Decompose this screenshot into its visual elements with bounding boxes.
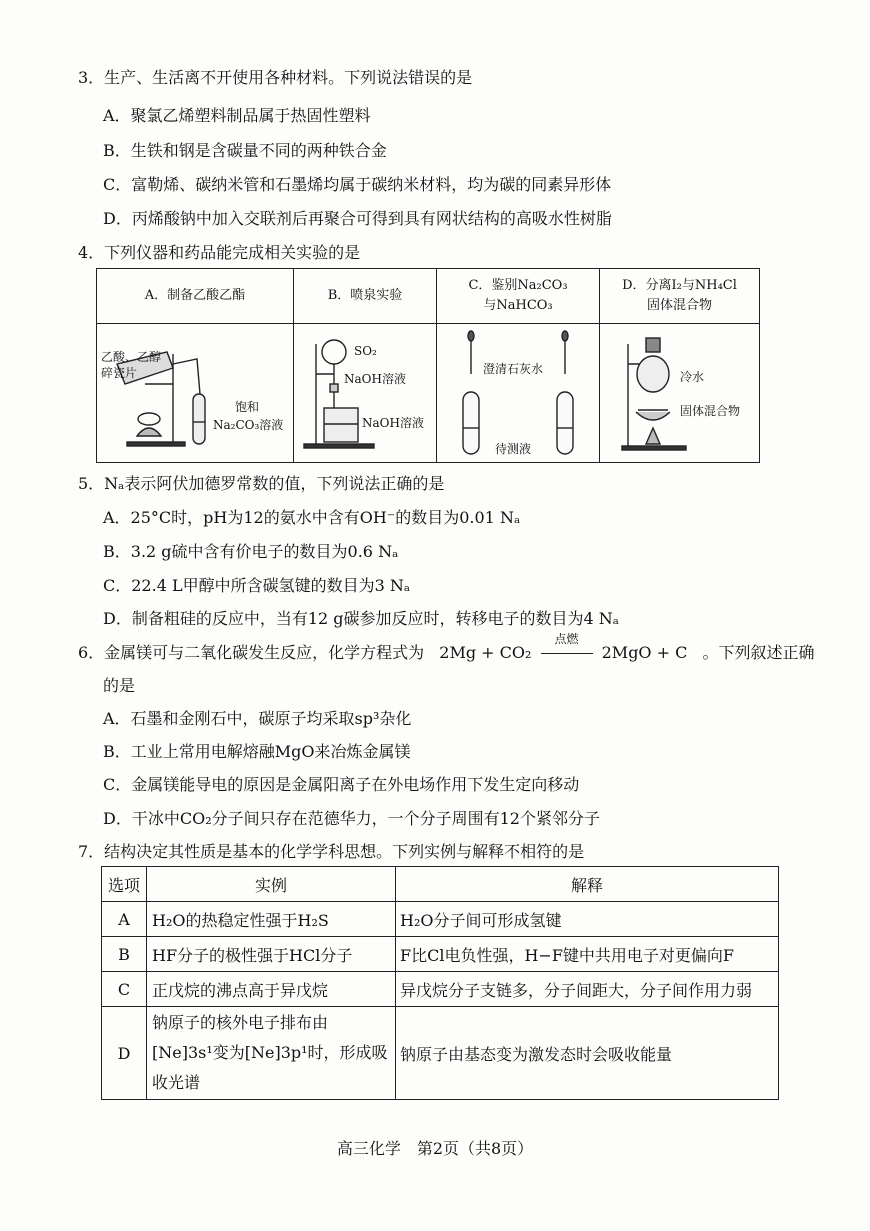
q5-option-d: D．制备粗硅的反应中，当有12 g碳参加反应时，转移电子的数目为4 Nₐ (103, 609, 619, 628)
label-na2co3-solution: Na₂CO₃溶液 (213, 418, 284, 432)
q4-stem: 4．下列仪器和药品能完成相关实验的是 (78, 243, 361, 262)
q6-stem-continued: 的是 (103, 676, 136, 695)
q4-header-d: D．分离I₂与NH₄Cl固体混合物 (600, 269, 760, 324)
q4-header-c: C．鉴别Na₂CO₃与NaHCO₃ (437, 269, 600, 324)
q3-option-c: C．富勒烯、碳纳米管和石墨烯均属于碳纳米材料，均为碳的同素异形体 (103, 175, 612, 194)
q4-header-a: A．制备乙酸乙酯 (97, 269, 294, 324)
q7-header-example: 实例 (147, 867, 396, 902)
q6-option-d: D．干冰中CO₂分子间只存在范德华力，一个分子周围有12个紧邻分子 (103, 809, 600, 828)
q7-stem: 7．结构决定其性质是基本的化学学科思想。下列实例与解释不相符的是 (78, 842, 585, 861)
q6-stem-part-b: 。下列叙述正确 (702, 643, 815, 662)
q6-option-a: A．石墨和金刚石中，碳原子均采取sp³杂化 (103, 709, 412, 728)
q6-option-b: B．工业上常用电解熔融MgO来冶炼金属镁 (103, 742, 411, 761)
table-row (102, 972, 779, 1007)
ester-apparatus-drawing (97, 324, 293, 462)
q4-figure-c (437, 324, 600, 463)
q5-option-b: B．3.2 g硫中含有价电子的数目为0.6 Nₐ (103, 542, 399, 561)
q6-equation-right: 2MgO + C (601, 643, 688, 662)
q6-equation-arrow (537, 632, 597, 663)
label-so2: SO₂ (354, 344, 377, 358)
q3-option-b: B．生铁和钢是含碳量不同的两种铁合金 (103, 141, 387, 160)
q7-row-d-line2: [Ne]3s¹变为[Ne]3p¹时，形成吸 (152, 1043, 388, 1062)
q7-row-option: A (102, 902, 147, 937)
label-saturated: 饱和 (235, 400, 260, 414)
label-limewater: 澄清石灰水 (483, 362, 544, 376)
q5-option-a: A．25°C时，pH为12的氨水中含有OH⁻的数目为0.01 Nₐ (103, 508, 521, 527)
label-naoh-beaker: NaOH溶液 (362, 416, 424, 430)
label-solid-mixture: 固体混合物 (680, 404, 741, 418)
q6-option-c: C．金属镁能导电的原因是金属阳离子在外电场作用下发生定向移动 (103, 775, 580, 794)
q6-equation-condition: 点燃 (554, 632, 579, 646)
q7-row-d-line3: 收光谱 (152, 1073, 201, 1092)
q7-row-explanation: H₂O分子间可形成氢键 (396, 902, 779, 937)
q6-stem-part-a: 6．金属镁可与二氧化碳发生反应，化学方程式为 (78, 643, 425, 662)
label-cold-water: 冷水 (680, 370, 705, 384)
q7-row-example: HF分子的极性强于HCl分子 (147, 937, 396, 972)
label-naoh-dropper: NaOH溶液 (344, 372, 406, 386)
label-porcelain-chips: 碎瓷片 (101, 366, 138, 380)
table-row (102, 937, 779, 972)
q7-row-example: 正戊烷的沸点高于异戊烷 (147, 972, 396, 1007)
q7-row-explanation: 异戊烷分子支链多，分子间距大，分子间作用力弱 (396, 972, 779, 1007)
q7-header-option: 选项 (102, 867, 147, 902)
q4-figure-a (97, 324, 294, 463)
q5-stem: 5．Nₐ表示阿伏加德罗常数的值，下列说法正确的是 (78, 474, 445, 493)
table-row (102, 902, 779, 937)
label-test-liquid: 待测液 (495, 442, 532, 456)
q4-figure-d (600, 324, 760, 463)
q7-row-option: B (102, 937, 147, 972)
q7-header-explanation: 解释 (396, 867, 779, 902)
page-footer: 高三化学 第2页（共8页） (336, 1139, 534, 1158)
q6-stem (78, 632, 815, 663)
q7-row-example: H₂O的热稳定性强于H₂S (147, 902, 396, 937)
sublimation-apparatus-drawing (600, 324, 764, 462)
q7-row-option: D (102, 1007, 147, 1100)
q3-option-d: D．丙烯酸钠中加入交联剂后再聚合可得到具有网状结构的高吸水性树脂 (103, 209, 612, 228)
q7-row-example (147, 1007, 396, 1100)
q7-table (101, 866, 779, 1100)
label-acetic-ethanol: 乙酸、乙醇 (101, 350, 162, 364)
q4-figure-b (294, 324, 437, 463)
q5-option-c: C．22.4 L甲醇中所含碳氢键的数目为3 Nₐ (103, 576, 411, 595)
q4-header-b: B．喷泉实验 (294, 269, 437, 324)
q7-row-explanation: 钠原子由基态变为激发态时会吸收能量 (396, 1007, 779, 1100)
q3-stem: 3．生产、生活离不开使用各种材料。下列说法错误的是 (78, 68, 473, 87)
q3-option-a: A．聚氯乙烯塑料制品属于热固性塑料 (103, 106, 371, 125)
q4-apparatus-table (96, 268, 760, 463)
table-row (102, 1007, 779, 1100)
q7-row-d-line1: 钠原子的核外电子排布由 (152, 1013, 329, 1032)
q6-equation-left: 2Mg + CO₂ (439, 643, 532, 662)
q7-row-option: C (102, 972, 147, 1007)
q7-row-explanation: F比Cl电负性强，H−F键中共用电子对更偏向F (396, 937, 779, 972)
